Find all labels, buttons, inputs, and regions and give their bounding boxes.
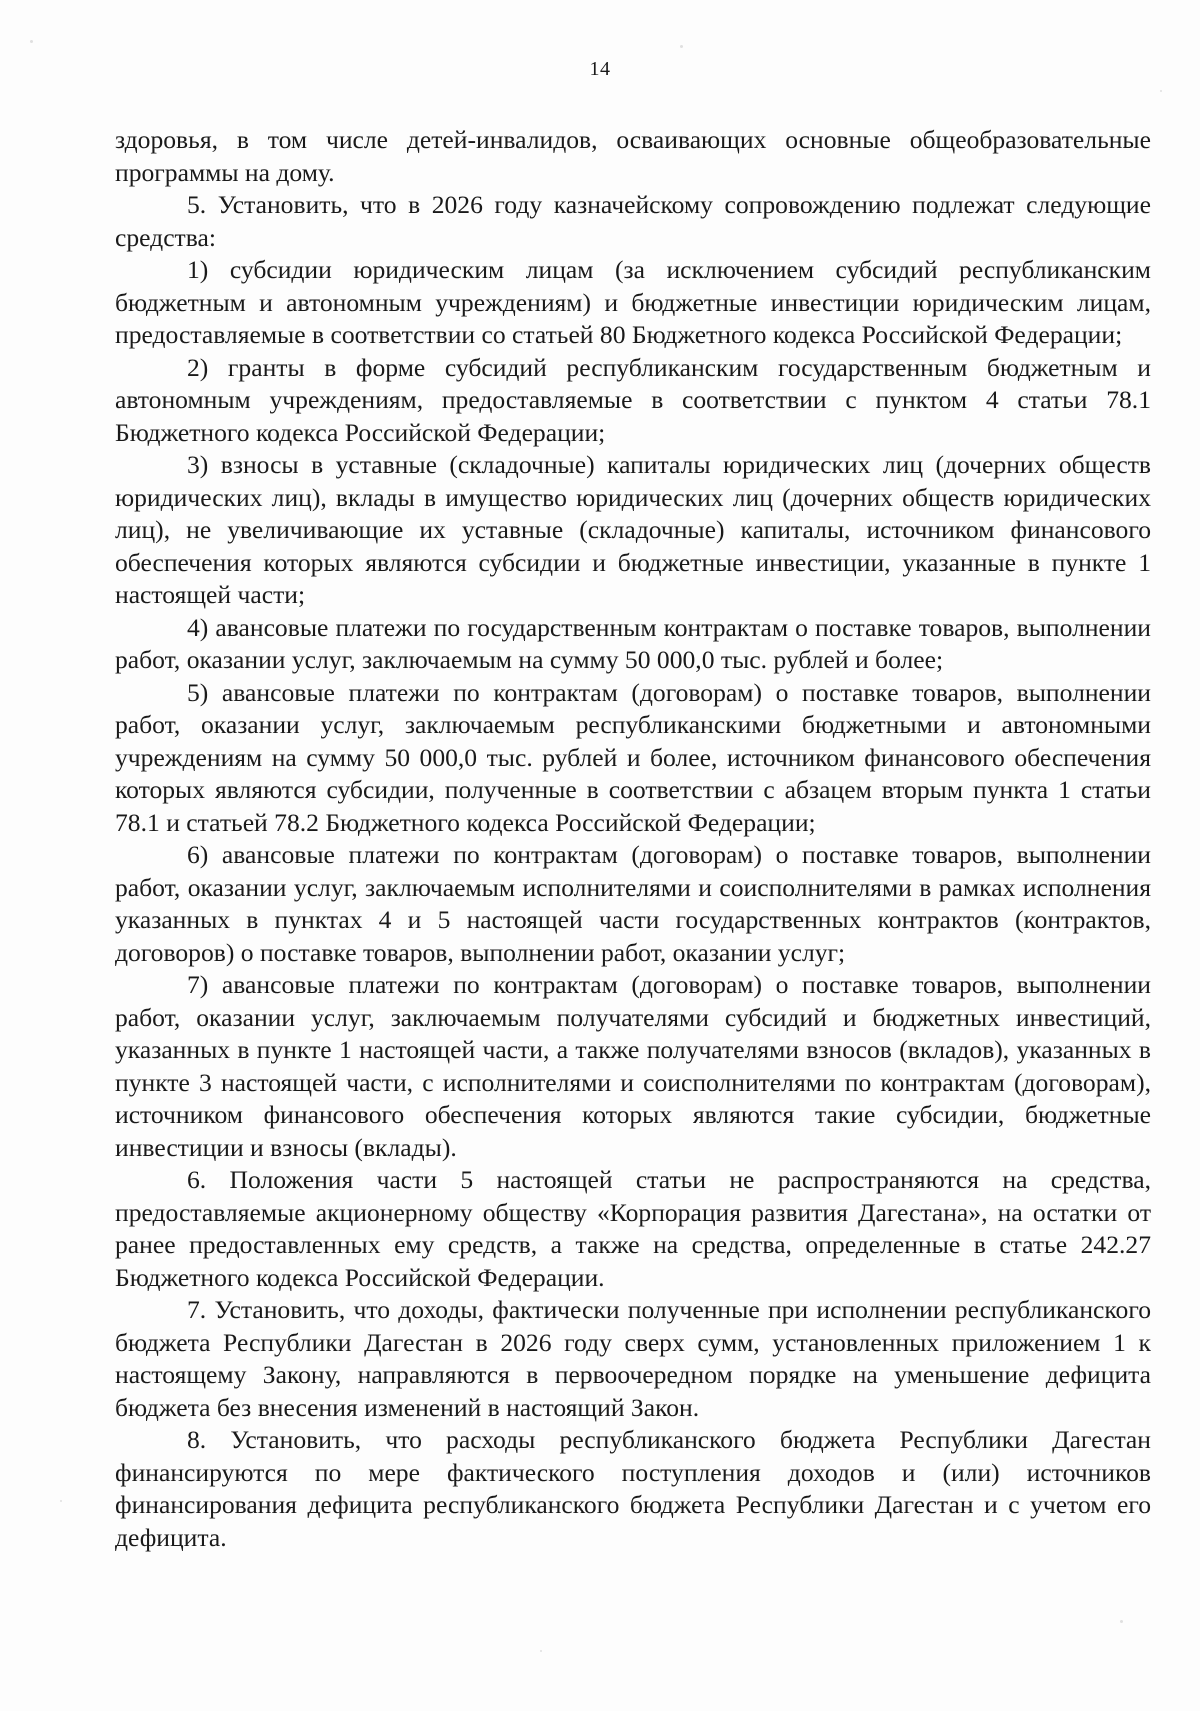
paragraph-5-item-7: 7) авансовые платежи по контрактам (договорам) о поставке товаров, выполнении работ, оказании услуг, заключаемым получателями субсидий и бюджетных инвестиций, указанных в пункте 1 настоящей части, а также получателями взносов (вкладов), указанных в пункте 3 настоящей части, с исполнителями и соисполнителями по контрактам (договорам), источником финансового обеспечения которых являются такие субсидии, бюджетные инвестиции и взносы (вклады). xyxy=(115,970,1151,1162)
scan-speckle xyxy=(540,1650,542,1652)
paragraph-8: 8. Установить, что расходы республиканского бюджета Республики Дагестан финансируются по мере фактического поступления доходов и (или) источников финансирования дефицита республиканского бюджета Республики Дагестан и с учетом его дефицита. xyxy=(115,1425,1151,1552)
scan-speckle xyxy=(60,1500,62,1502)
paragraph-5-item-2: 2) гранты в форме субсидий республиканским государственным бюджетным и автономным учреждениям, предоставляемые в соответствии с пунктом 4 статьи 78.1 Бюджетного кодекса Российской Федерации; xyxy=(115,352,1151,447)
paragraph-5-item-4: 4) авансовые платежи по государственным контрактам о поставке товаров, выполнении работ, оказании услуг, заключаемым на сумму 50 000,0 тыс. рублей и более; xyxy=(115,612,1151,674)
document-body xyxy=(115,124,1151,1554)
paragraph-7: 7. Установить, что доходы, фактически полученные при исполнении республиканского бюджета Республики Дагестан в 2026 году сверх сумм, установленных приложением 1 к настоящему Закону, направляются в первоочередном порядке на уменьшение дефицита бюджета без внесения изменений в настоящий Закон. xyxy=(115,1295,1151,1422)
page-number: 14 xyxy=(589,58,611,80)
paragraph-5-item-5: 5) авансовые платежи по контрактам (договорам) о поставке товаров, выполнении работ, оказании услуг, заключаемым республиканскими бюджетными и автономными учреждениям на сумму 50 000,0 тыс. рублей и более, источником финансового обеспечения которых являются субсидии, полученные в соответствии с абзацем вторым пункта 1 статьи 78.1 и статьей 78.2 Бюджетного кодекса Российской Федерации; xyxy=(115,677,1151,837)
paragraph-5-item-3: 3) взносы в уставные (складочные) капиталы юридических лиц (дочерних обществ юридических лиц), вклады в имущество юридических лиц (дочерних обществ юридических лиц), не увеличивающие их уставные (складочные) капиталы, источником финансового обеспечения которых являются субсидии и бюджетные инвестиции, указанные в пункте 1 настоящей части; xyxy=(115,450,1151,609)
scan-speckle xyxy=(1160,90,1162,92)
scan-speckle xyxy=(1120,1620,1123,1623)
paragraph-5-item-6: 6) авансовые платежи по контрактам (договорам) о поставке товаров, выполнении работ, оказании услуг, заключаемым исполнителями и соисполнителями в рамках исполнения указанных в пунктах 4 и 5 настоящей части государственных контрактов (контрактов, договоров) о поставке товаров, выполнении работ, оказании услуг; xyxy=(115,840,1151,967)
paragraph-5-item-1: 1) субсидии юридическим лицам (за исключением субсидий республиканским бюджетным и автономным учреждениям) и бюджетные инвестиции юридическим лицам, предоставляемые в соответствии со статьей 80 Бюджетного кодекса Российской Федерации; xyxy=(115,255,1151,349)
paragraph-continuation: здоровья, в том числе детей-инвалидов, осваивающих основные общеобразовательные программы на дому. xyxy=(115,125,1151,187)
paragraph-6: 6. Положения части 5 настоящей статьи не распространяются на средства, предоставляемые акционерному обществу «Корпорация развития Дагестана», на остатки от ранее предоставленных ему средств, а также на средства, определенные в статье 242.27 Бюджетного кодекса Российской Федерации. xyxy=(115,1165,1151,1292)
scan-speckle xyxy=(680,45,683,48)
scan-speckle xyxy=(30,40,33,43)
paragraph-5: 5. Установить, что в 2026 году казначейскому сопровождению подлежат следующие средства: xyxy=(115,190,1151,252)
